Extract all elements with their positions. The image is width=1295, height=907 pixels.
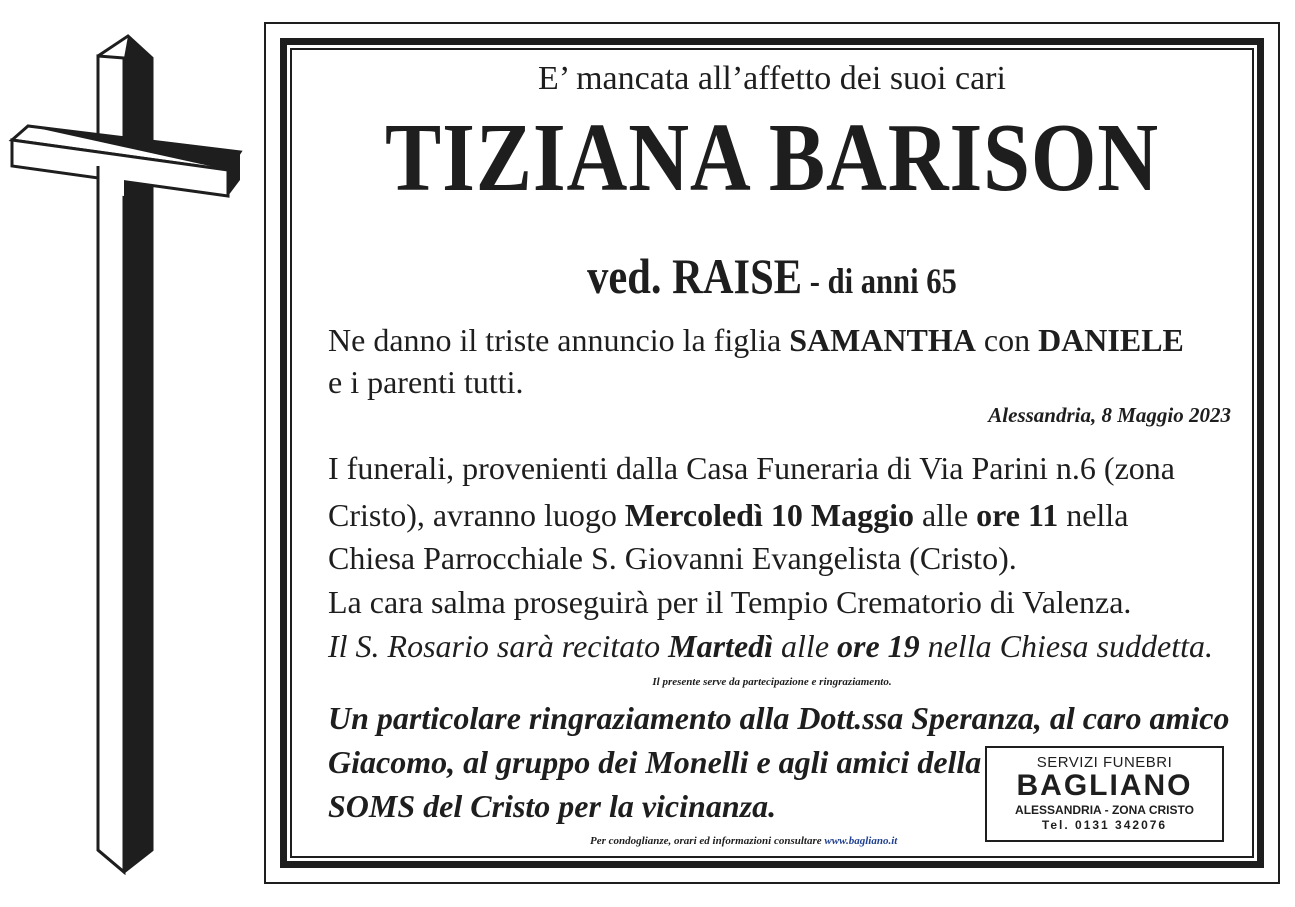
funeral-date: Mercoledì 10 Maggio bbox=[624, 497, 914, 533]
funeral-text: nella bbox=[1058, 497, 1129, 533]
rosary-day: Martedì bbox=[668, 628, 774, 664]
funeral-text: Cristo), avranno luogo bbox=[328, 497, 625, 533]
agency-service: SERVIZI FUNEBRI bbox=[1036, 754, 1173, 771]
rosary-text: nella Chiesa suddetta. bbox=[919, 628, 1213, 664]
rosary-time: ore 19 bbox=[837, 628, 920, 664]
deceased-name: TIZIANA BARISON bbox=[385, 104, 1159, 212]
thanks-line-3: SOMS del Cristo per la vicinanza. bbox=[328, 788, 777, 824]
footer-note bbox=[590, 835, 897, 847]
footer-text: Per condoglianze, orari ed informazioni consultare bbox=[590, 835, 825, 847]
cross-icon bbox=[0, 0, 260, 907]
rosary-text: alle bbox=[773, 628, 838, 664]
announce-line-1 bbox=[328, 322, 1184, 359]
website-link[interactable]: www.bagliano.it bbox=[824, 835, 898, 847]
funeral-line-2 bbox=[328, 497, 1128, 534]
agency-name: BAGLIANO bbox=[1016, 769, 1193, 802]
funeral-line-1: I funerali, provenienti dalla Casa Funeraria di Via Parini n.6 (zona bbox=[328, 450, 1175, 486]
thanks-line-1: Un particolare ringraziamento alla Dott.ssa Speranza, al caro amico bbox=[328, 700, 1230, 736]
funeral-line-3: Chiesa Parrocchiale S. Giovanni Evangelista (Cristo). bbox=[328, 540, 1017, 576]
rosary-text: Il S. Rosario sarà recitato bbox=[328, 628, 669, 664]
announce-text: con bbox=[975, 322, 1039, 358]
place-date: Alessandria, 8 Maggio 2023 bbox=[988, 403, 1231, 427]
participation-note: Il presente serve da partecipazione e ringraziamento. bbox=[652, 676, 892, 688]
rosary-line bbox=[328, 628, 1213, 665]
agency-box bbox=[985, 746, 1224, 842]
subtitle bbox=[340, 247, 1204, 305]
intro-text: E’ mancata all’affetto dei suoi cari bbox=[538, 60, 1006, 97]
funeral-time: ore 11 bbox=[976, 497, 1059, 533]
thanks-line-2: Giacomo, al gruppo dei Monelli e agli amici della bbox=[328, 744, 982, 780]
funeral-text: alle bbox=[913, 497, 977, 533]
agency-city: ALESSANDRIA - ZONA CRISTO bbox=[1015, 803, 1194, 817]
announce-line-2: e i parenti tutti. bbox=[328, 364, 524, 400]
agency-phone: Tel. 0131 342076 bbox=[1041, 818, 1168, 832]
age: - di anni 65 bbox=[802, 261, 957, 301]
partner-name: DANIELE bbox=[1038, 322, 1184, 358]
funeral-line-4: La cara salma proseguirà per il Tempio Crematorio di Valenza. bbox=[328, 584, 1132, 620]
widow-of: ved. RAISE bbox=[587, 248, 803, 304]
daughter-name: SAMANTHA bbox=[789, 322, 976, 358]
announce-text: Ne danno il triste annuncio la figlia bbox=[328, 322, 790, 358]
